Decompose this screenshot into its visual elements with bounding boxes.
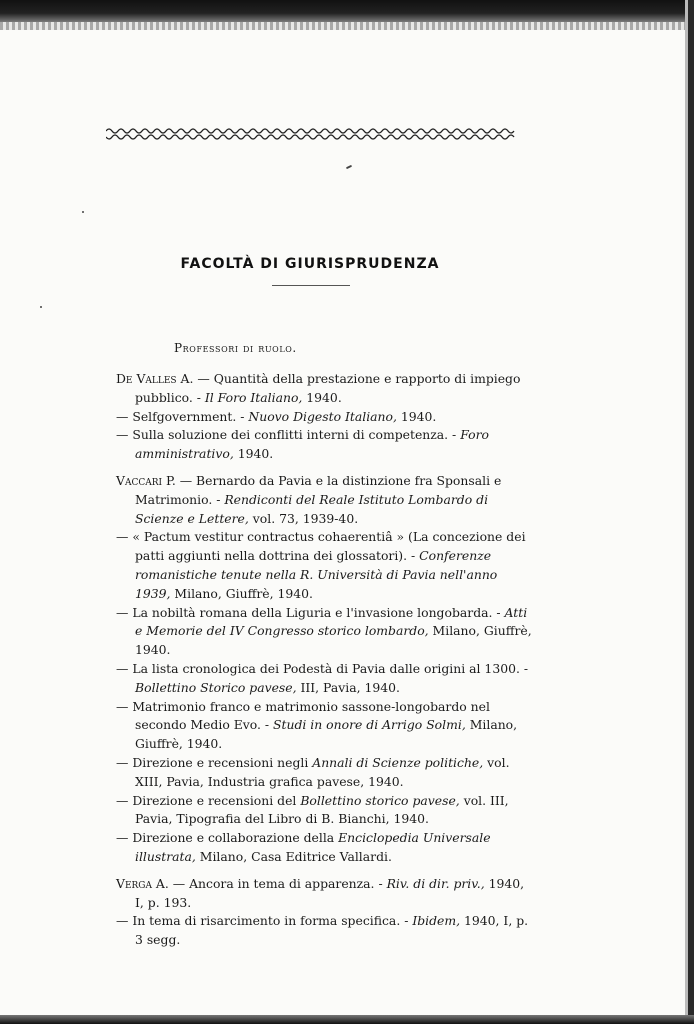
author-name: Verga A. <box>116 875 169 891</box>
bibliography-entry: — Direzione e recensioni negli Annali di Scienze politiche, vol. XIII, Pavia, Industria grafica pavese, 1940. <box>116 754 510 789</box>
entry-text: Sulla soluzione dei conflitti interni di competenza. - <box>132 427 461 443</box>
author-group <box>116 472 536 867</box>
publication-title: Nuovo Digesto Italiano, <box>248 408 397 424</box>
bibliography-entry: — La lista cronologica dei Podestà di Pavia dalle origini al 1300. - Bollettino Storico pavese, III, Pavia, 1940. <box>116 660 529 695</box>
entry-text: 1940. <box>302 389 342 405</box>
entry-text: 1940, I, p. 3 segg. <box>135 913 529 948</box>
entry-text: Milano, Giuffrè, 1940. <box>135 623 532 658</box>
entry-text: « Pactum vestitur contractus cohaerentiâ » (La concezione dei patti aggiunti nella dottrina dei glossatori). - <box>132 529 526 564</box>
entry-text: In tema di risarcimento in forma specifica. - <box>132 913 413 929</box>
entry-text: Direzione e recensioni negli <box>132 754 313 770</box>
page-title: FACOLTÀ DI GIURISPRUDENZA <box>180 256 440 272</box>
publication-title: Foro amministrativo, <box>135 427 489 462</box>
entry-text: vol. 73, 1939-40. <box>248 510 359 526</box>
author-group <box>116 370 536 464</box>
entry-text: vol. III, Pavia, Tipografia del Libro di B. Bianchi, 1940. <box>135 792 509 827</box>
bibliography-entry: — Direzione e collaborazione della Enciclopedia Universale illustrata, Milano, Casa Editrice Vallardi. <box>116 830 491 864</box>
publication-title: Bollettino storico pavese, <box>300 792 460 808</box>
bibliography-entry: Vaccari P. — Bernardo da Pavia e la distinzione fra Sponsali e Matrimonio. - Rendiconti del Reale Istituto Lombardo di Scienze e Lettere, vol. 73, 1939-40. <box>116 472 502 526</box>
entry-text: Milano, Giuffrè, 1940. <box>135 717 518 752</box>
bibliography <box>116 370 536 958</box>
section-heading-text: Professori di ruolo. <box>174 341 297 355</box>
entry-text: 1940, I, p. 193. <box>135 875 525 910</box>
publication-title: Atti e Memorie del IV Congresso storico lombardo, <box>135 604 528 639</box>
print-speck <box>82 211 84 213</box>
author-group <box>116 875 536 950</box>
entry-text: Bernardo da Pavia e la distinzione fra Sponsali e Matrimonio. - <box>135 472 502 507</box>
entry-text: Selfgovernment. - <box>132 408 249 424</box>
publication-title: Rendiconti del Reale Istituto Lombardo di Scienze e Lettere, <box>135 491 489 526</box>
bibliography-entry: De Valles A. — Quantità della prestazione e rapporto di impiego pubblico. - Il Foro Italiano, 1940. <box>116 371 521 405</box>
print-speck <box>346 165 352 169</box>
entry-text: La lista cronologica dei Podestà di Pavia dalle origini al 1300. - <box>132 660 529 676</box>
publication-title: Riv. di dir. priv., <box>386 875 485 891</box>
publication-title: Studi in onore di Arrigo Solmi, <box>273 717 466 733</box>
entry-text: 1940. <box>233 446 274 462</box>
title-rule <box>272 285 350 286</box>
author-name: De Valles A. <box>116 371 194 386</box>
entry-text: La nobiltà romana della Liguria e l'invasione longobarda. - <box>132 604 505 620</box>
bibliography-entry: — « Pactum vestitur contractus cohaerentiâ » (La concezione dei patti aggiunti nella dottrina dei glossatori). - Conferenze romanistiche tenute nella R. Università di Pavia nell'anno 1939, Milano, Giuffrè, 1940. <box>116 529 526 601</box>
page-right-edge <box>688 0 694 1024</box>
publication-title: Ibidem, <box>412 913 461 929</box>
decorative-wave-ornament <box>106 124 518 144</box>
bibliography-entry: — Direzione e recensioni del Bollettino storico pavese, vol. III, Pavia, Tipografia del Libro di B. Bianchi, 1940. <box>116 792 509 827</box>
entry-text: Milano, Giuffrè, 1940. <box>170 585 313 601</box>
entry-text: Direzione e collaborazione della <box>132 830 339 846</box>
entry-text: vol. XIII, Pavia, Industria grafica pavese, 1940. <box>135 754 510 789</box>
author-name: Vaccari P. <box>116 472 176 488</box>
bibliography-entry: — Selfgovernment. - Nuovo Digesto Italiano, 1940. <box>116 408 437 424</box>
bibliography-entry: — Matrimonio franco e matrimonio sassone-longobardo nel secondo Medio Evo. - Studi in onore di Arrigo Solmi, Milano, Giuffrè, 1940. <box>116 698 518 752</box>
bibliography-entry: — In tema di risarcimento in forma specifica. - Ibidem, 1940, I, p. 3 segg. <box>116 913 529 948</box>
print-speck <box>40 306 42 308</box>
publication-title: Enciclopedia Universale illustrata, <box>135 830 491 864</box>
section-heading <box>174 341 297 355</box>
bibliography-entry: Verga A. — Ancora in tema di apparenza. - Riv. di dir. priv., 1940, I, p. 193. <box>116 875 525 910</box>
publication-title: Il Foro Italiano, <box>204 389 303 405</box>
publication-title: Conferenze romanistiche tenute nella R. Università di Pavia nell'anno 1939, <box>135 548 498 601</box>
entry-text: Matrimonio franco e matrimonio sassone-longobardo nel secondo Medio Evo. - <box>132 698 490 733</box>
bibliography-entry: — La nobiltà romana della Liguria e l'invasione longobarda. - Atti e Memorie del IV Congresso storico lombardo, Milano, Giuffrè, 1940. <box>116 604 532 658</box>
page-bottom-edge <box>0 1015 694 1024</box>
publication-title: Bollettino Storico pavese, <box>135 679 297 695</box>
entry-text: Direzione e recensioni del <box>132 792 301 808</box>
entry-text: Ancora in tema di apparenza. - <box>189 875 387 891</box>
entry-text: 1940. <box>396 408 437 424</box>
publication-title: Annali di Scienze politiche, <box>312 754 484 770</box>
entry-text: Milano, Casa Editrice Vallardi. <box>195 848 392 864</box>
entry-text: Quantità della prestazione e rapporto di impiego pubblico. - <box>135 371 521 405</box>
page-top-rule <box>0 22 694 30</box>
entry-text: III, Pavia, 1940. <box>296 679 400 695</box>
page-top-edge <box>0 0 694 22</box>
bibliography-entry: — Sulla soluzione dei conflitti interni di competenza. - Foro amministrativo, 1940. <box>116 427 489 462</box>
